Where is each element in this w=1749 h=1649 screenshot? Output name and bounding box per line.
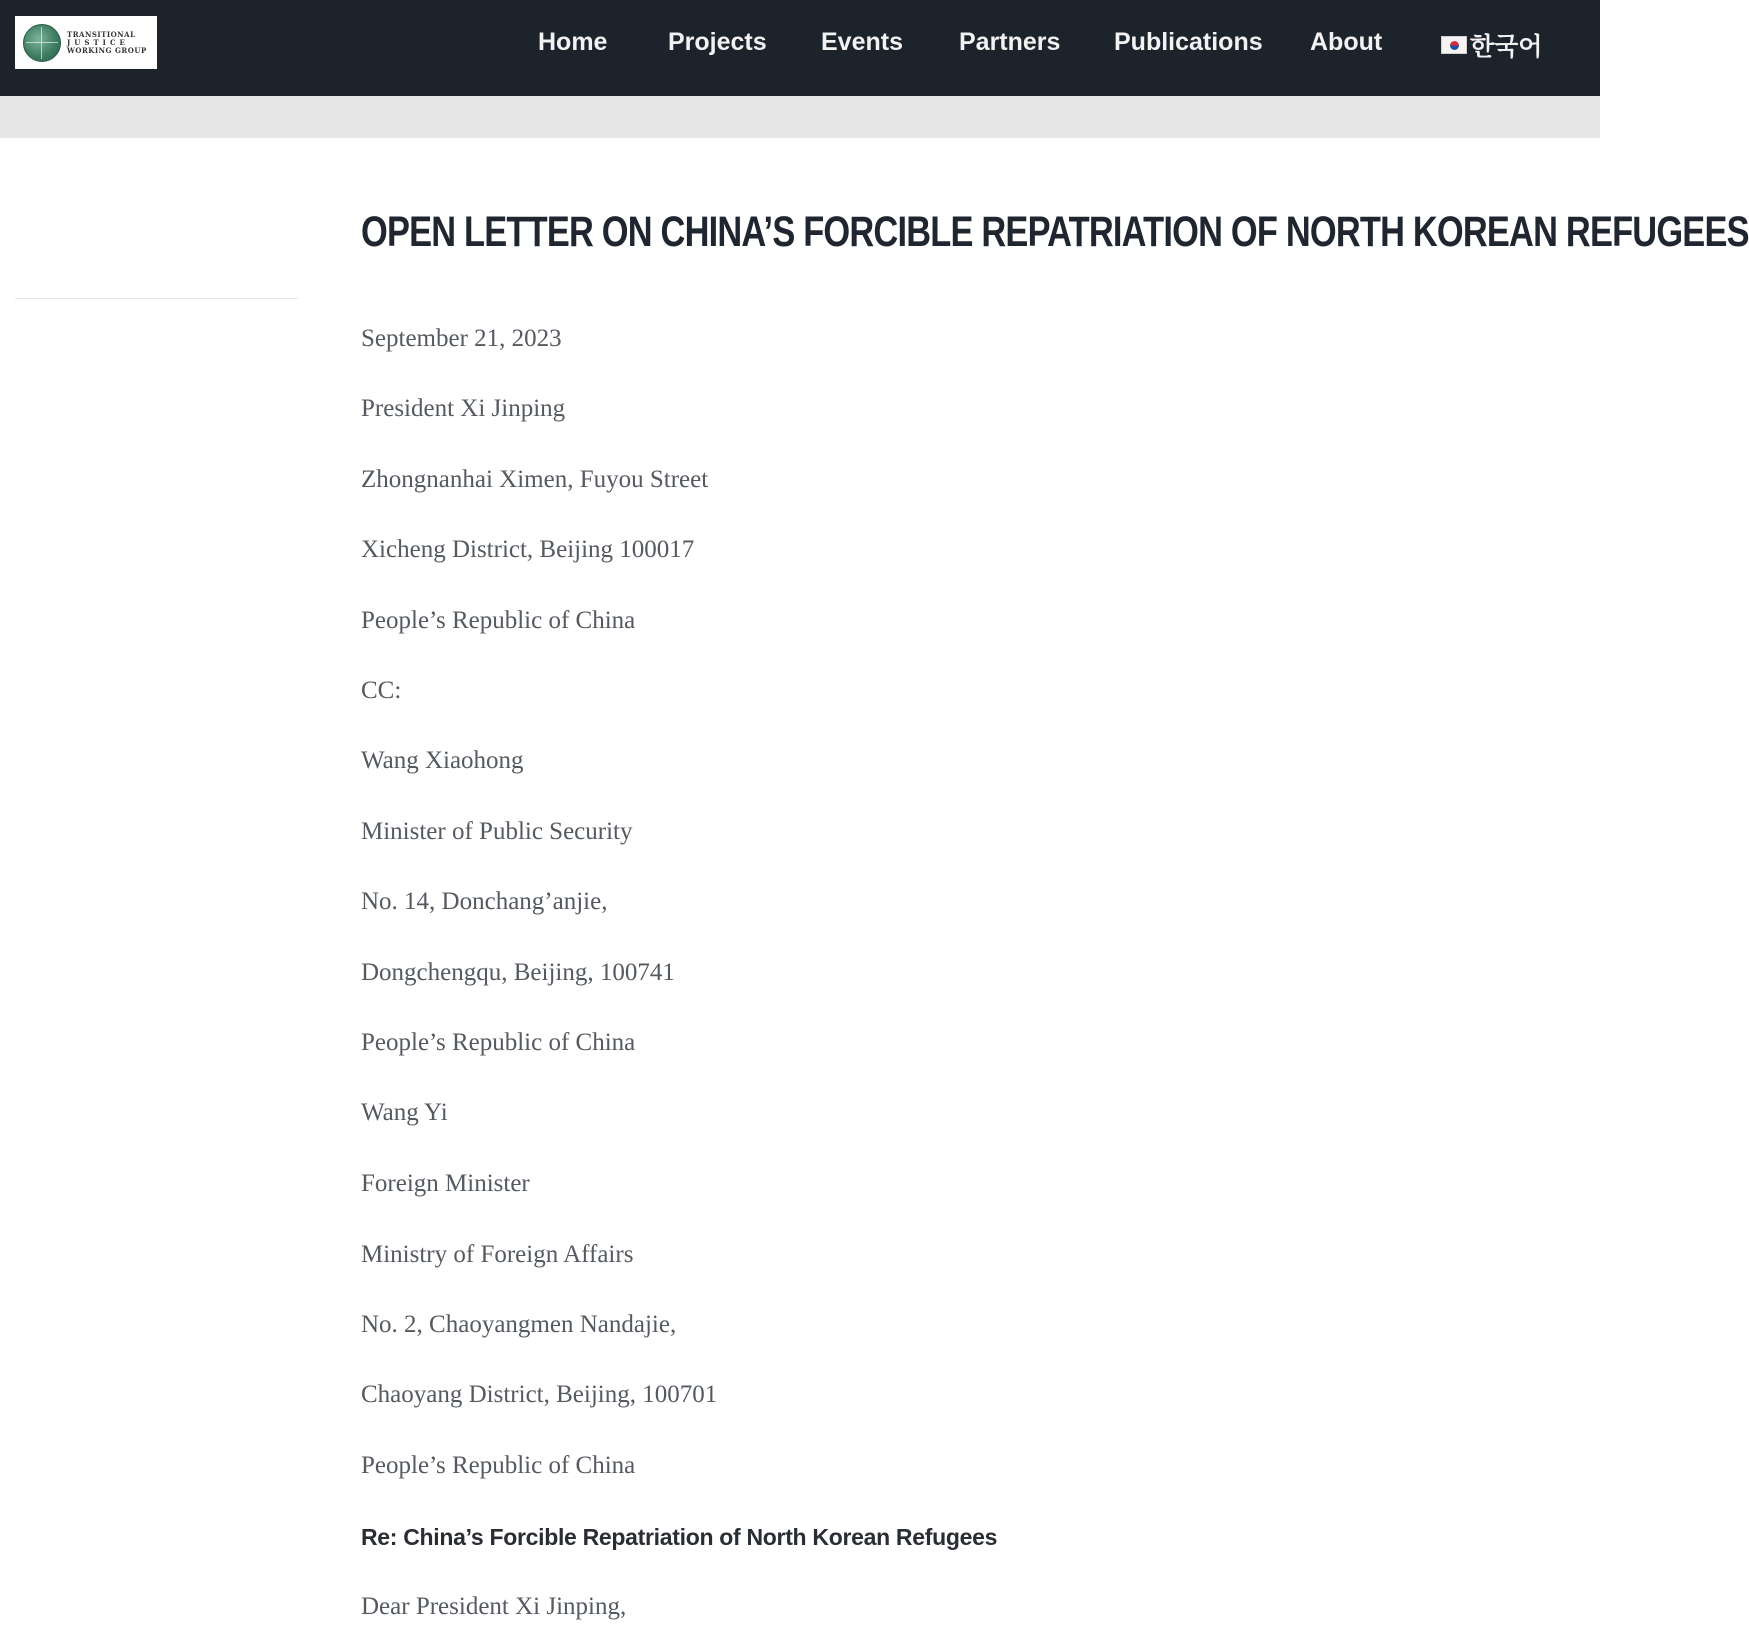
- recipient-address-line: Xicheng District, Beijing 100017: [361, 536, 695, 563]
- nav-about[interactable]: About: [1310, 28, 1383, 56]
- cc-address-line: Chaoyang District, Beijing, 100701: [361, 1381, 718, 1408]
- subject-line: Re: China’s Forcible Repatriation of North Korean Refugees: [361, 1524, 998, 1550]
- nav-events[interactable]: Events: [821, 28, 903, 56]
- nav-partners[interactable]: Partners: [959, 28, 1061, 56]
- letter-date: September 21, 2023: [361, 325, 562, 352]
- language-label: 한국어: [1470, 33, 1543, 61]
- logo-line-1: TRANSITIONAL: [67, 29, 136, 39]
- cc-title: Foreign Minister: [361, 1170, 530, 1197]
- header-band: [0, 96, 1600, 138]
- korea-flag-icon: [1441, 36, 1467, 54]
- logo-wordmark: [67, 31, 147, 55]
- cc-address-line: No. 2, Chaoyangmen Nandajie,: [361, 1311, 677, 1338]
- page-title: OPEN LETTER ON CHINA’S FORCIBLE REPATRIATION OF NORTH KOREAN REFUGEES: [361, 208, 1749, 256]
- language-switch[interactable]: [1441, 27, 1542, 63]
- salutation: Dear President Xi Jinping,: [361, 1593, 627, 1620]
- cc-organization: Ministry of Foreign Affairs: [361, 1241, 634, 1268]
- logo-line-3: WORKING GROUP: [67, 45, 147, 55]
- cc-country: People’s Republic of China: [361, 1029, 636, 1056]
- logo-line-2: JUSTICE: [67, 37, 129, 47]
- nav-publications[interactable]: Publications: [1114, 28, 1263, 56]
- sidebar-divider: [15, 298, 298, 299]
- cc-address-line: Dongchengqu, Beijing, 100741: [361, 959, 675, 986]
- site-logo[interactable]: [15, 16, 157, 69]
- nav-home[interactable]: Home: [538, 28, 608, 56]
- recipient-country: People’s Republic of China: [361, 607, 636, 634]
- cc-country: People’s Republic of China: [361, 1452, 636, 1479]
- top-navigation-bar: [0, 0, 1600, 96]
- recipient-name: President Xi Jinping: [361, 395, 566, 422]
- cc-name: Wang Xiaohong: [361, 747, 524, 774]
- cc-title: Minister of Public Security: [361, 818, 633, 845]
- nav-projects[interactable]: Projects: [668, 28, 767, 56]
- cc-label: CC:: [361, 677, 402, 704]
- cc-name: Wang Yi: [361, 1099, 448, 1126]
- recipient-address-line: Zhongnanhai Ximen, Fuyou Street: [361, 466, 709, 493]
- cc-address-line: No. 14, Donchang’anjie,: [361, 888, 608, 915]
- globe-icon: [23, 24, 61, 62]
